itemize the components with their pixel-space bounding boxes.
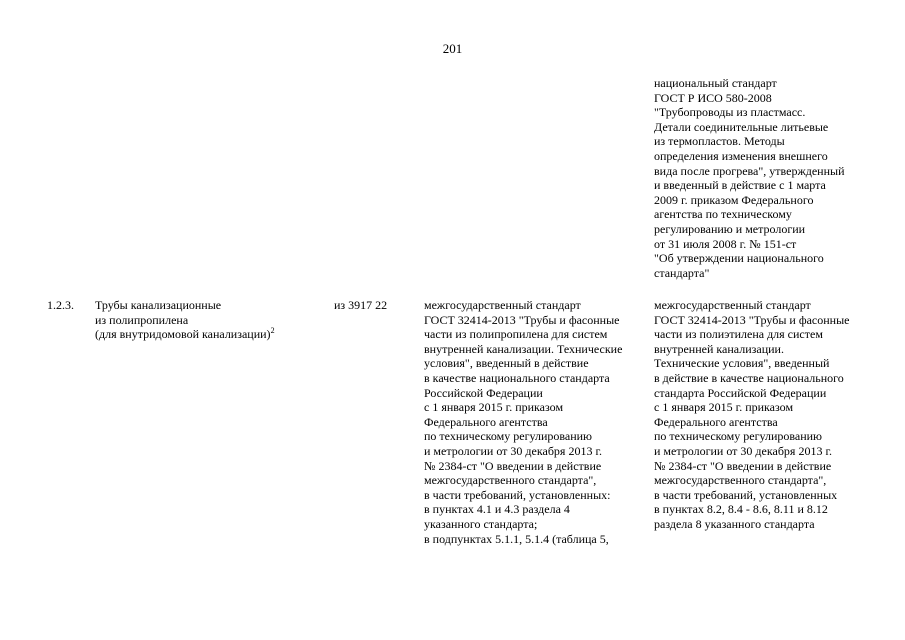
text-line: с 1 января 2015 г. приказом [654, 400, 794, 415]
text-line: вида после прогрева", утвержденный [654, 163, 845, 178]
text-line: из полипропилена [95, 312, 189, 327]
text-line: Российской Федерации [424, 385, 543, 400]
text-line: в качестве национального стандарта [424, 370, 610, 385]
text-line: условия", введенный в действие [424, 356, 589, 371]
text-line: по техническому регулированию [424, 429, 593, 444]
text-line: по техническому регулированию [654, 429, 823, 444]
interstate-standard-reference [424, 298, 622, 546]
text-line: агентства по техническому [654, 207, 792, 222]
text-line: с 1 января 2015 г. приказом [424, 400, 564, 415]
text-line: внутренней канализации. Технические [424, 341, 623, 356]
text-line: "Об утверждении национального [654, 251, 824, 266]
text-line: № 2384-ст "О введении в действие [654, 458, 832, 473]
text-line: Детали соединительные литьевые [654, 119, 829, 134]
text-line: межгосударственного стандарта", [424, 473, 597, 488]
text-line: в части требований, установленных: [424, 487, 611, 502]
text-line: в действие в качестве национального [654, 370, 844, 385]
test-method-standard-reference [654, 298, 850, 532]
text-line: Федерального агентства [424, 414, 548, 429]
text-line: в части требований, установленных [654, 487, 838, 502]
text-line: и метрологии от 30 декабря 2013 г. [654, 443, 833, 458]
text-line: Федерального агентства [654, 414, 778, 429]
text-line: Технические условия", введенный [654, 356, 830, 371]
tn-ved-code: из 3917 22 [334, 298, 388, 312]
text-line: определения изменения внешнего [654, 148, 828, 163]
text-line: части из полиэтилена для систем [654, 327, 823, 342]
name-line-text: (для внутридомовой канализации) [95, 327, 271, 342]
national-standard-continuation [654, 76, 845, 280]
text-line: № 2384-ст "О введении в действие [424, 458, 602, 473]
text-line: раздела 8 указанного стандарта [654, 516, 815, 531]
text-line: "Трубопроводы из пластмасс. [654, 105, 806, 120]
text-line [95, 327, 275, 342]
text-line: ГОСТ Р ИСО 580-2008 [654, 90, 772, 105]
text-line: регулированию и метрологии [654, 221, 806, 236]
text-line: в пунктах 8.2, 8.4 - 8.6, 8.11 и 8.12 [654, 502, 828, 517]
text-line: Трубы канализационные [95, 298, 222, 312]
text-line: в пунктах 4.1 и 4.3 раздела 4 [424, 502, 570, 517]
text-line: межгосударственный стандарт [654, 298, 811, 312]
footnote-marker: 2 [270, 326, 275, 336]
text-line: межгосударственного стандарта", [654, 473, 827, 488]
product-name [95, 298, 275, 342]
text-line: национальный стандарт [654, 76, 777, 90]
text-line: межгосударственный стандарт [424, 298, 581, 312]
text-line: в подпунктах 5.1.1, 5.1.4 (таблица 5, [424, 531, 609, 546]
text-line: внутренней канализации. [654, 341, 784, 356]
text-line: части из полипропилена для систем [424, 327, 608, 342]
text-line: и метрологии от 30 декабря 2013 г. [424, 443, 603, 458]
text-line: от 31 июля 2008 г. № 151-ст [654, 236, 797, 251]
page-number: 201 [442, 41, 463, 56]
text-line: ГОСТ 32414-2013 "Трубы и фасонные [654, 312, 850, 327]
text-line: из термопластов. Методы [654, 134, 785, 149]
text-line: 2009 г. приказом Федерального [654, 192, 814, 207]
text-line: указанного стандарта; [424, 516, 538, 531]
row-number: 1.2.3. [47, 298, 74, 312]
text-line: стандарта Российской Федерации [654, 385, 827, 400]
text-line: ГОСТ 32414-2013 "Трубы и фасонные [424, 312, 620, 327]
text-line: и введенный в действие с 1 марта [654, 178, 826, 193]
text-line: стандарта" [654, 265, 710, 280]
